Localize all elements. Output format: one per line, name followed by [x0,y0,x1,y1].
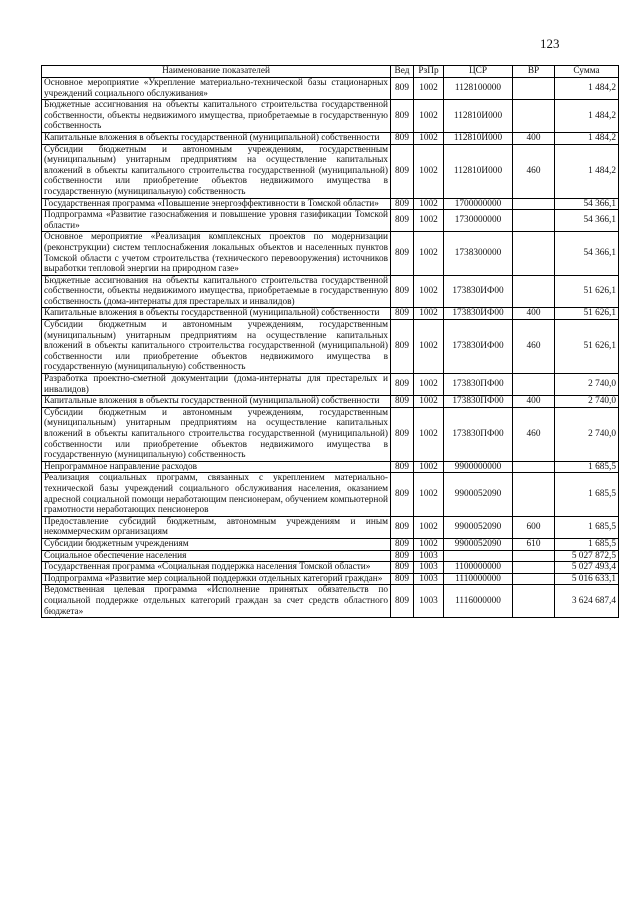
cell-name: Капитальные вложения в объекты государственной (муниципальной) собственности [42,308,391,320]
cell-name: Субсидии бюджетным учреждениям [42,538,391,550]
cell-sum: 51 626,1 [555,275,619,308]
cell-vr [513,210,555,232]
cell-csr: 173830ИФ00 [444,275,513,308]
cell-csr: 112810И000 [444,132,513,144]
cell-rzpr: 1003 [414,550,444,562]
cell-ved: 809 [391,132,414,144]
cell-name: Ведомственная целевая программа «Исполнение принятых обязательств по социальной поддержке отдельных категорий граждан за счет средств областного бюджета» [42,585,391,618]
cell-csr: 9900052090 [444,516,513,538]
cell-ved: 809 [391,396,414,408]
cell-ved: 809 [391,407,414,461]
cell-vr [513,573,555,585]
cell-rzpr: 1003 [414,573,444,585]
cell-rzpr: 1002 [414,232,444,275]
cell-rzpr: 1002 [414,374,444,396]
cell-ved: 809 [391,275,414,308]
cell-name: Подпрограмма «Развитие газоснабжения и повышение уровня газификации Томской области» [42,210,391,232]
cell-name: Социальное обеспечение населения [42,550,391,562]
cell-ved: 809 [391,78,414,100]
cell-name: Основное мероприятие «Реализация комплексных проектов по модернизации (реконструкции) систем теплоснабжения локальных объектов и населенных пунктов Томской области с учетом строительства (технического перевооружения) источников выработки тепловой энергии на природном газе» [42,232,391,275]
cell-sum: 51 626,1 [555,308,619,320]
cell-csr: 1100000000 [444,562,513,574]
cell-rzpr: 1002 [414,516,444,538]
cell-name: Основное мероприятие «Укрепление материально-технической базы стационарных учреждений социального обслуживания» [42,78,391,100]
cell-sum: 1 484,2 [555,78,619,100]
table-row [42,585,619,618]
table-row [42,516,619,538]
header-csr: ЦСР [444,66,513,78]
cell-name: Бюджетные ассигнования на объекты капитального строительства государственной собственности, объекты недвижимого имущества, приобретаемые в государственную собственность (дома-интернаты для престарелых и инвалидов) [42,275,391,308]
cell-rzpr: 1002 [414,407,444,461]
table-row [42,573,619,585]
cell-sum: 51 626,1 [555,320,619,374]
table-row [42,374,619,396]
cell-sum: 5 016 633,1 [555,573,619,585]
cell-vr: 460 [513,320,555,374]
cell-vr: 460 [513,407,555,461]
cell-csr: 173830ПФ00 [444,407,513,461]
cell-sum: 1 484,2 [555,100,619,133]
cell-sum: 2 740,0 [555,396,619,408]
cell-csr: 9900052090 [444,538,513,550]
table-header-row [42,66,619,78]
cell-ved: 809 [391,144,414,198]
cell-csr: 9900000000 [444,461,513,473]
cell-name: Бюджетные ассигнования на объекты капитального строительства государственной собственности, объекты недвижимого имущества, приобретаемые в государственную собственность [42,100,391,133]
cell-name: Субсидии бюджетным и автономным учреждениям, государственным (муниципальным) унитарным предприятиям на осуществление капитальных вложений в объекты капитального строительства государственной (муниципальной) собственности или приобретение объектов недвижимого имущества в государственную (муниципальную) собственность [42,407,391,461]
cell-csr: 173830ИФ00 [444,320,513,374]
cell-sum: 5 027 493,4 [555,562,619,574]
cell-rzpr: 1003 [414,562,444,574]
cell-csr: 1110000000 [444,573,513,585]
cell-sum: 3 624 687,4 [555,585,619,618]
cell-ved: 809 [391,198,414,210]
cell-rzpr: 1002 [414,78,444,100]
cell-rzpr: 1002 [414,100,444,133]
cell-vr [513,374,555,396]
cell-vr: 400 [513,132,555,144]
cell-rzpr: 1002 [414,275,444,308]
cell-rzpr: 1002 [414,538,444,550]
cell-name: Непрограммное направление расходов [42,461,391,473]
header-vr: ВР [513,66,555,78]
cell-csr: 1700000000 [444,198,513,210]
cell-csr: 1730000000 [444,210,513,232]
cell-name: Капитальные вложения в объекты государственной (муниципальной) собственности [42,132,391,144]
cell-rzpr: 1002 [414,473,444,516]
header-sum: Сумма [555,66,619,78]
table-row [42,396,619,408]
header-rzpr: РзПр [414,66,444,78]
cell-sum: 1 685,5 [555,538,619,550]
cell-sum: 54 366,1 [555,232,619,275]
table-row [42,407,619,461]
cell-sum: 1 685,5 [555,473,619,516]
cell-name: Субсидии бюджетным и автономным учреждениям, государственным (муниципальным) унитарным предприятиям на осуществление капитальных вложений в объекты капитального строительства государственной (муниципальной) собственности или приобретение объектов недвижимого имущества в государственную (муниципальную) собственность [42,144,391,198]
cell-csr: 1128100000 [444,78,513,100]
cell-sum: 1 484,2 [555,144,619,198]
table-row [42,144,619,198]
cell-ved: 809 [391,473,414,516]
cell-ved: 809 [391,100,414,133]
budget-table [41,65,619,618]
cell-csr: 173830ПФ00 [444,396,513,408]
table-row [42,308,619,320]
table-row [42,461,619,473]
cell-sum: 1 685,5 [555,461,619,473]
table-row [42,100,619,133]
cell-vr [513,562,555,574]
cell-rzpr: 1003 [414,585,444,618]
cell-csr: 112810И000 [444,100,513,133]
cell-rzpr: 1002 [414,198,444,210]
cell-ved: 809 [391,585,414,618]
cell-rzpr: 1002 [414,210,444,232]
cell-ved: 809 [391,573,414,585]
cell-vr: 610 [513,538,555,550]
table-row [42,198,619,210]
cell-sum: 1 484,2 [555,132,619,144]
cell-vr [513,585,555,618]
table-row [42,562,619,574]
cell-name: Подпрограмма «Развитие мер социальной поддержки отдельных категорий граждан» [42,573,391,585]
cell-vr: 400 [513,396,555,408]
cell-ved: 809 [391,562,414,574]
cell-sum: 54 366,1 [555,210,619,232]
cell-csr: 9900052090 [444,473,513,516]
table-row [42,78,619,100]
cell-ved: 809 [391,461,414,473]
header-ved: Вед [391,66,414,78]
cell-vr [513,78,555,100]
cell-vr: 600 [513,516,555,538]
cell-sum: 1 685,5 [555,516,619,538]
cell-vr [513,275,555,308]
cell-vr [513,198,555,210]
cell-sum: 2 740,0 [555,407,619,461]
cell-csr: 1738300000 [444,232,513,275]
cell-name: Капитальные вложения в объекты государственной (муниципальной) собственности [42,396,391,408]
cell-vr [513,232,555,275]
table-row [42,132,619,144]
cell-ved: 809 [391,308,414,320]
table-row [42,232,619,275]
cell-csr: 112810И000 [444,144,513,198]
cell-name: Субсидии бюджетным и автономным учреждениям, государственным (муниципальным) унитарным предприятиям на осуществление капитальных вложений в объекты капитального строительства государственной (муниципальной) собственности или приобретение объектов недвижимого имущества в государственную (муниципальную) собственность [42,320,391,374]
table-row [42,320,619,374]
header-name: Наименование показателей [42,66,391,78]
cell-name: Государственная программа «Социальная поддержка населения Томской области» [42,562,391,574]
table-row [42,275,619,308]
cell-sum: 5 027 872,5 [555,550,619,562]
cell-sum: 2 740,0 [555,374,619,396]
cell-rzpr: 1002 [414,308,444,320]
cell-name: Разработка проектно-сметной документации (дома-интернаты для престарелых и инвалидов) [42,374,391,396]
cell-ved: 809 [391,320,414,374]
cell-vr [513,473,555,516]
cell-vr: 460 [513,144,555,198]
page-number: 123 [540,36,560,51]
cell-rzpr: 1002 [414,144,444,198]
cell-ved: 809 [391,538,414,550]
cell-vr [513,100,555,133]
cell-csr: 173830ПФ00 [444,374,513,396]
cell-ved: 809 [391,210,414,232]
cell-rzpr: 1002 [414,461,444,473]
cell-sum: 54 366,1 [555,198,619,210]
table-row [42,210,619,232]
cell-ved: 809 [391,374,414,396]
cell-ved: 809 [391,232,414,275]
cell-vr [513,550,555,562]
cell-csr: 173830ИФ00 [444,308,513,320]
cell-rzpr: 1002 [414,396,444,408]
cell-csr [444,550,513,562]
cell-ved: 809 [391,516,414,538]
cell-vr [513,461,555,473]
cell-name: Предоставление субсидий бюджетным, автономным учреждениям и иным некоммерческим организациям [42,516,391,538]
cell-ved: 809 [391,550,414,562]
cell-vr: 400 [513,308,555,320]
cell-rzpr: 1002 [414,320,444,374]
cell-name: Реализация социальных программ, связанных с укреплением материально-технической базы учреждений социального обслуживания населения, оказанием адресной социальной помощи неработающим пенсионерам, обучением компьютерной грамотности неработающих пенсионеров [42,473,391,516]
cell-name: Государственная программа «Повышение энергоэффективности в Томской области» [42,198,391,210]
cell-rzpr: 1002 [414,132,444,144]
cell-csr: 1116000000 [444,585,513,618]
table-row [42,550,619,562]
table-row [42,538,619,550]
table-row [42,473,619,516]
